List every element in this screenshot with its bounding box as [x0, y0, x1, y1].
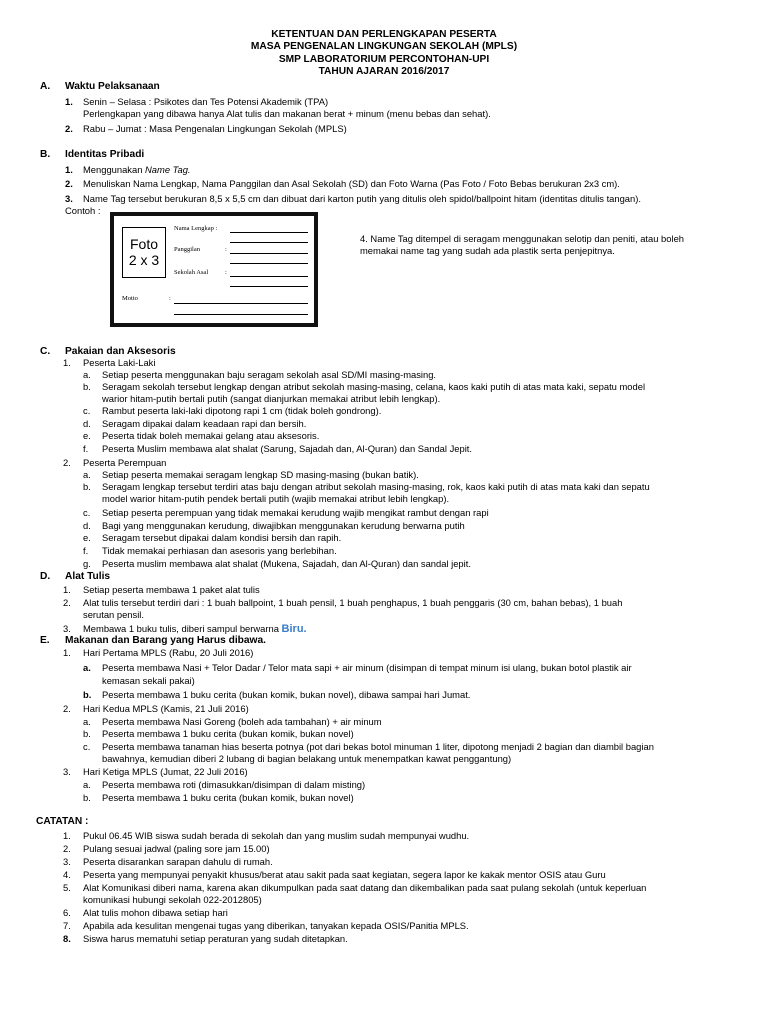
section-d-marker: D. [40, 571, 51, 582]
card-colon: : [225, 269, 227, 276]
note-1-marker: 1. [63, 830, 71, 841]
note-2: Pulang sesuai jadwal (paling sore jam 15.00) [83, 843, 270, 854]
list-marker: e. [83, 532, 91, 543]
photo-size-label: 2 x 3 [128, 252, 160, 268]
day-1-marker: 1. [63, 647, 71, 658]
list-marker: a. [83, 662, 91, 673]
photo-label: Foto [129, 236, 158, 252]
note-4: Peserta yang mempunyai penyakit khusus/berat atau sakit pada saat kegiatan, segera lapor ke kakak mentor OSIS atau Guru [83, 869, 606, 880]
list-item: Bagi yang menggunakan kerudung, diwajibkan menggunakan kerudung berwarna putih [102, 520, 465, 531]
list-marker: d. [83, 418, 91, 429]
section-d-item-2: Alat tulis tersebut terdiri dari : 1 buah ballpoint, 1 buah pensil, 1 buah penghapus, 1 buah penggaris (30 cm, bahan bebas), 1 buah [83, 597, 623, 608]
list-item: Setiap peserta menggunakan baju seragam sekolah asal SD/MI masing-masing. [102, 369, 437, 380]
name-tag-term: Name Tag. [145, 164, 191, 175]
document-title-school: SMP LABORATORIUM PERCONTOHAN-UPI [278, 54, 490, 65]
list-item: Tidak memakai perhiasan dan asesoris yang berlebihan. [102, 545, 337, 556]
day-2-marker: 2. [63, 703, 71, 714]
note-7: Apabila ada kesulitan mengenai tugas yang diberikan, tanyakan kepada OSIS/Panitia MPLS. [83, 920, 469, 931]
list-marker: b. [83, 689, 92, 700]
section-b-item-1-text: Menggunakan [83, 164, 146, 175]
section-a-item-2: Rabu – Jumat : Masa Pengenalan Lingkungan Sekolah (MPLS) [83, 123, 347, 134]
list-item: Peserta membawa 1 buku cerita (bukan komik, bukan novel) [102, 792, 354, 803]
section-c-sub-1: Peserta Laki-Laki [83, 357, 156, 368]
list-item: Peserta membawa 1 buku cerita (bukan komik, bukan novel), dibawa sampai hari Jumat. [102, 689, 471, 700]
card-colon: : [169, 295, 171, 302]
section-b-item-2: Menuliskan Nama Lengkap, Nama Panggilan dan Asal Sekolah (SD) dan Foto Warna (Pas Foto / Foto Bebas berukuran 2x3 cm). [83, 178, 620, 189]
section-d-item-3-marker: 3. [63, 623, 71, 634]
card-line [230, 242, 308, 243]
section-c-title: Pakaian dan Aksesoris [65, 346, 176, 357]
list-item: Seragam sekolah tersebut lengkap dengan atribut sekolah masing-masing, celana, kaos kaki putih di atas mata kaki, sepatu model [102, 381, 646, 392]
section-a-item-1-note: Perlengkapan yang dibawa hanya Alat tulis dan makanan berat + minum (menu bebas dan sehat). [83, 108, 491, 119]
section-a-item-1-marker: 1. [65, 96, 73, 107]
note-8-marker: 8. [63, 933, 71, 944]
section-d-item-3-text: Membawa 1 buku tulis, diberi sampul berwarna [83, 623, 282, 634]
list-item-cont: warior hitam-putih bertali putih (sangat dianjurkan memakai atribut lebih lengkap). [102, 393, 441, 404]
list-marker: f. [83, 443, 89, 454]
list-item: Seragam dipakai dalam keadaan rapi dan bersih. [102, 418, 307, 429]
name-tag-example [110, 212, 318, 327]
list-marker: a. [83, 369, 91, 380]
card-line [174, 303, 308, 304]
section-e-title: Makanan dan Barang yang Harus dibawa. [65, 635, 266, 646]
section-d-title: Alat Tulis [65, 571, 111, 582]
section-b-item-1-marker: 1. [65, 164, 73, 175]
list-item: Seragam tersebut dipakai dalam kondisi bersih dan rapih. [102, 532, 342, 543]
list-item-cont: bawahnya, kemudian diberi 2 lubang di bagian belakang untuk menempatkan kawat penggantung) [102, 753, 512, 764]
note-2-marker: 2. [63, 843, 71, 854]
example-label: Contoh : [65, 205, 101, 216]
list-marker: c. [83, 741, 91, 752]
list-marker: b. [83, 381, 91, 392]
list-item: Setiap peserta memakai seragam lengkap SD masing-masing (bukan batik). [102, 469, 419, 480]
section-b-item-1 [83, 164, 191, 177]
note-1: Pukul 06.45 WIB siswa sudah berada di sekolah dan yang muslim sudah mempunyai wudhu. [83, 830, 470, 841]
list-item: Rambut peserta laki-laki dipotong rapi 1 cm (tidak boleh gondrong). [102, 405, 382, 416]
section-a-marker: A. [40, 81, 51, 92]
list-item-cont: model warior hitam-putih pendek bertali putih (wajib memakai atribut lebih lengkap). [102, 493, 450, 504]
list-marker: g. [83, 558, 91, 569]
list-marker: b. [83, 792, 91, 803]
notes-title: CATATAN : [36, 816, 89, 827]
card-line [230, 263, 308, 264]
card-line [230, 253, 308, 254]
section-a-item-2-marker: 2. [65, 123, 73, 134]
list-marker: b. [83, 481, 91, 492]
card-motto-label: Motto [122, 295, 138, 302]
card-line [230, 232, 308, 233]
note-3-marker: 3. [63, 856, 71, 867]
list-item: Peserta membawa Nasi Goreng (boleh ada tambahan) + air minum [102, 716, 382, 727]
list-item-cont: kemasan sekali pakai) [102, 675, 195, 686]
list-marker: b. [83, 728, 91, 739]
note-7-marker: 7. [63, 920, 71, 931]
list-item: Peserta membawa roti (dimasukkan/disimpan di dalam misting) [102, 779, 366, 790]
card-line [174, 314, 308, 315]
note-4-marker: 4. [63, 869, 71, 880]
section-c-marker: C. [40, 346, 51, 357]
day-3-marker: 3. [63, 766, 71, 777]
list-item: Peserta membawa Nasi + Telor Dadar / Telor mata sapi + air minum (disimpan di tempat minum isi ulang, bukan botol plastik air [102, 662, 632, 673]
section-d-item-2-cont: serutan pensil. [83, 609, 144, 620]
list-item: Setiap peserta perempuan yang tidak memakai kerudung wajib mengikat rambut dengan rapi [102, 507, 489, 518]
section-b-item-2-marker: 2. [65, 178, 73, 189]
card-colon: : [225, 246, 227, 253]
section-e-marker: E. [40, 635, 50, 646]
list-marker: c. [83, 507, 91, 518]
list-item: Seragam lengkap tersebut terdiri atas baju dengan atribut sekolah masing-masing, rok, kaos kaki putih di atas mata kaki dan sepatu [102, 481, 650, 492]
note-6-marker: 6. [63, 907, 71, 918]
day-2-heading: Hari Kedua MPLS (Kamis, 21 Juli 2016) [83, 703, 249, 714]
section-b-item-3-marker: 3. [65, 193, 73, 204]
list-item: Peserta membawa 1 buku cerita (bukan komik, bukan novel) [102, 728, 354, 739]
section-d-item-1: Setiap peserta membawa 1 paket alat tulis [83, 584, 260, 595]
list-marker: e. [83, 430, 91, 441]
card-origin-school-label: Sekolah Asal [174, 269, 209, 276]
section-d-item-3 [83, 623, 307, 636]
document-title-year: TAHUN AJARAN 2016/2017 [318, 66, 450, 77]
note-5-marker: 5. [63, 882, 71, 893]
list-marker: c. [83, 405, 91, 416]
section-a-item-1: Senin – Selasa : Psikotes dan Tes Potensi Akademik (TPA) [83, 96, 329, 107]
section-c-sub-2-marker: 2. [63, 457, 71, 468]
document-title-line2: MASA PENGENALAN LINGKUNGAN SEKOLAH (MPLS) [250, 41, 518, 52]
photo-placeholder [122, 227, 166, 278]
note-5-cont: komunikasi hubungi sekolah 022-2012805) [83, 894, 262, 905]
list-item: Peserta tidak boleh memakai gelang atau aksesoris. [102, 430, 320, 441]
card-line [230, 286, 308, 287]
note-8: Siswa harus mematuhi setiap peraturan yang sudah ditetapkan. [83, 933, 348, 944]
section-c-sub-2: Peserta Perempuan [83, 457, 167, 468]
card-line [230, 276, 308, 277]
day-1-heading: Hari Pertama MPLS (Rabu, 20 Juli 2016) [83, 647, 254, 658]
section-b-item-4: 4. Name Tag ditempel di seragam menggunakan selotip dan peniti, atau boleh [360, 233, 684, 244]
section-a-title: Waktu Pelaksanaan [65, 81, 160, 92]
section-b-title: Identitas Pribadi [65, 149, 145, 160]
card-full-name-label: Nama Lengkap : [174, 225, 218, 232]
list-marker: f. [83, 545, 89, 556]
section-d-item-2-marker: 2. [63, 597, 71, 608]
list-item: Peserta muslim membawa alat shalat (Mukena, Sajadah, dan Al-Quran) dan sandal jepit. [102, 558, 471, 569]
list-marker: a. [83, 716, 91, 727]
section-d-item-1-marker: 1. [63, 584, 71, 595]
note-3: Peserta disarankan sarapan dahulu di rumah. [83, 856, 273, 867]
section-b-item-3: Name Tag tersebut berukuran 8,5 x 5,5 cm dan dibuat dari karton putih yang ditulis oleh spidol/ballpoint hitam (identitas ditulis tangan). [83, 193, 641, 204]
day-3-heading: Hari Ketiga MPLS (Jumat, 22 Juli 2016) [83, 766, 248, 777]
list-marker: a. [83, 779, 91, 790]
note-5: Alat Komunikasi diberi nama, karena akan dikumpulkan pada saat datang dan dikembalikan pada saat pulang sekolah (untuk keperluan [83, 882, 647, 893]
list-item: Peserta Muslim membawa alat shalat (Sarung, Sajadah dan, Al-Quran) dan Sandal Jepit. [102, 443, 472, 454]
card-nickname-label: Panggilan [174, 246, 200, 253]
section-b-marker: B. [40, 149, 51, 160]
section-c-sub-1-marker: 1. [63, 357, 71, 368]
list-marker: a. [83, 469, 91, 480]
document-title: KETENTUAN DAN PERLENGKAPAN PESERTA [271, 29, 497, 40]
list-item: Peserta membawa tanaman hias beserta potnya (pot dari bekas botol minuman 1 liter, dipotong menjadi 2 bagian dan diambil bagian [102, 741, 654, 752]
note-6: Alat tulis mohon dibawa setiap hari [83, 907, 228, 918]
list-marker: d. [83, 520, 91, 531]
blue-color-word: Biru. [281, 623, 307, 635]
section-b-item-4-cont: memakai name tag yang sudah ada plastik serta penjepitnya. [360, 245, 615, 256]
